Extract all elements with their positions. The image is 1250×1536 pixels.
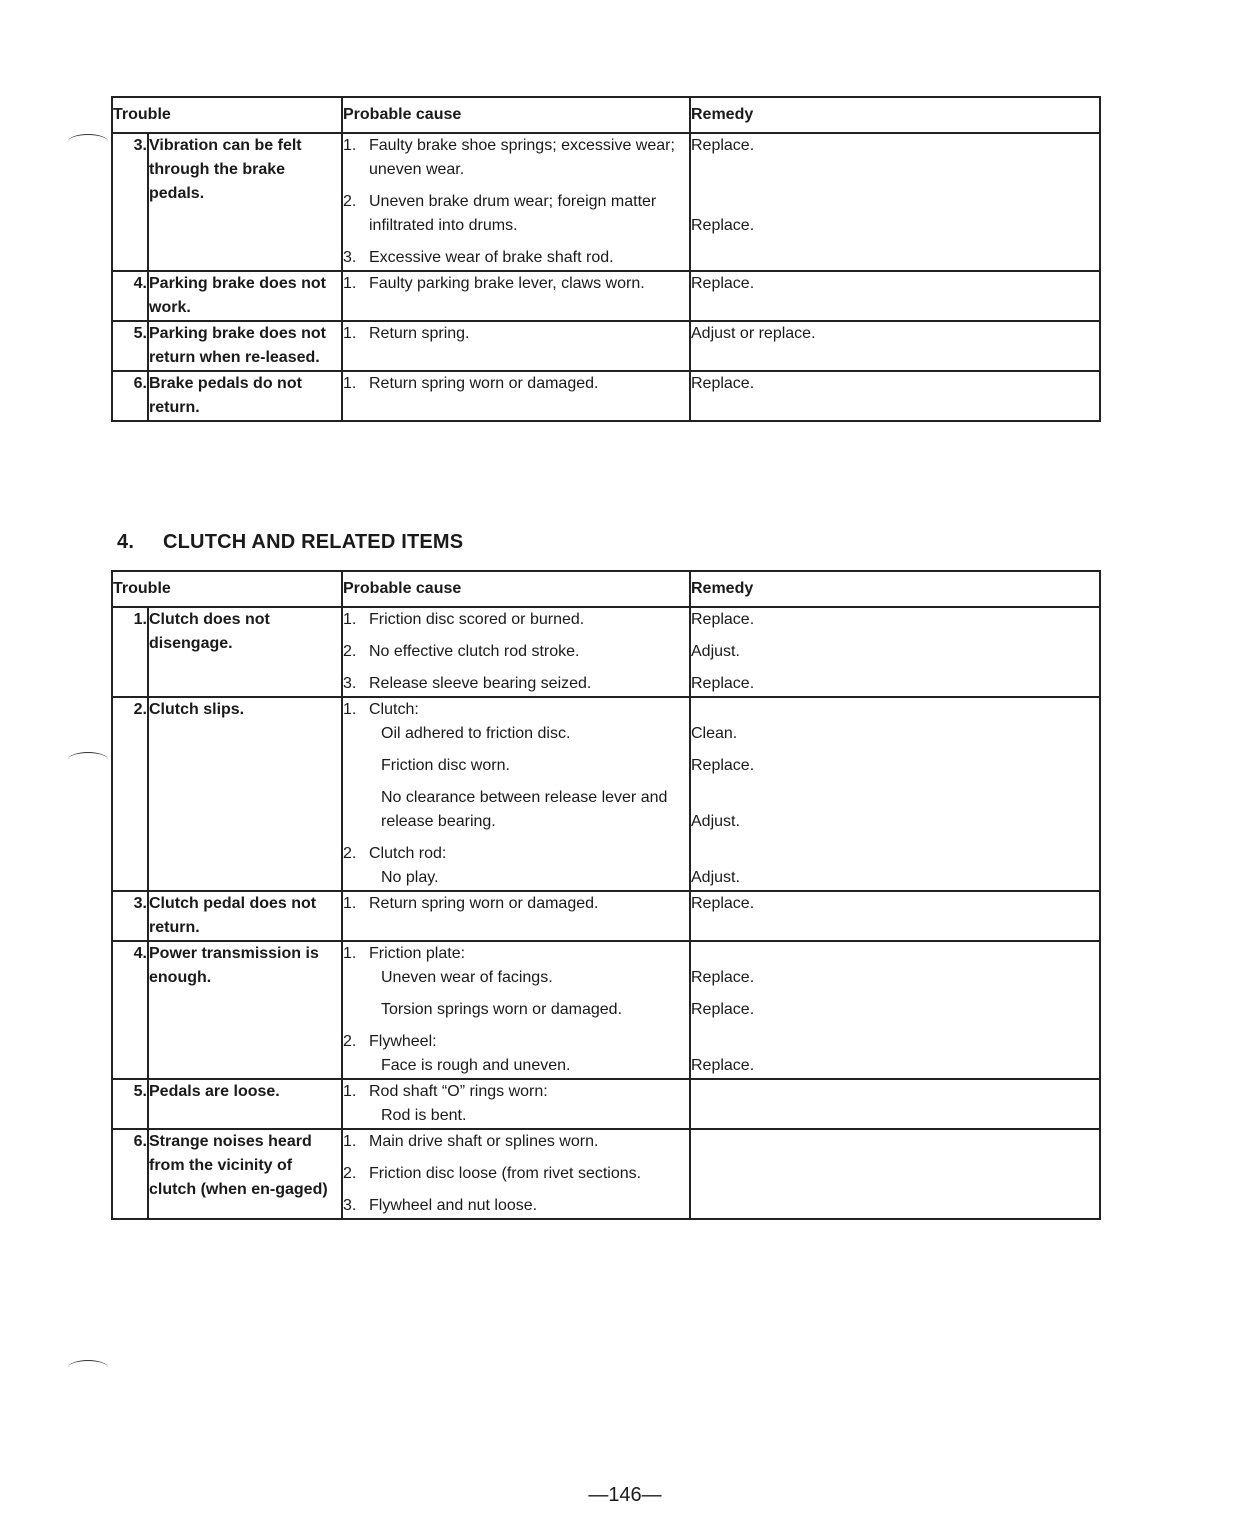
cause-number [343,866,381,890]
trouble-number: 3. [112,133,148,271]
table-row [112,941,1100,1079]
remedy-item: Replace. [691,675,755,692]
cause-item [343,942,689,966]
remedy-item: Adjust. [691,643,740,660]
header-remedy: Remedy [690,571,1100,607]
remedy-item [691,698,1099,722]
cause-text: Flywheel and nut loose. [369,1197,538,1214]
table-header-row [112,571,1100,607]
remedy-item: Replace. [691,895,755,912]
table-row [112,271,1100,321]
remedy-item: Replace. [691,757,755,774]
cause-number: 3. [343,249,357,266]
cause-text: Excessive wear of brake shaft rod. [369,249,614,266]
table-row [112,133,1100,271]
cause-text: No play. [381,869,439,886]
trouble-number: 4. [112,271,148,321]
cause-item [343,1054,689,1078]
cause-number: 2. [343,1165,357,1182]
table-row [112,891,1100,941]
remedy-item: Adjust or replace. [691,325,816,342]
table-row [112,1129,1100,1219]
cause-number: 1. [343,275,357,292]
probable-cause-cell [342,1079,690,1129]
remedy-item [691,1030,1099,1054]
cause-text: Rod shaft “O” rings worn: [369,1083,548,1100]
cause-text: Face is rough and uneven. [381,1057,571,1074]
section-number: 4. [117,531,135,553]
header-remedy: Remedy [690,97,1100,133]
brake-trouble-table [111,96,1101,422]
table-row [112,1079,1100,1129]
cause-item [343,1080,689,1104]
trouble-text: Pedals are loose. [148,1079,342,1129]
cause-text: Clutch rod: [369,845,447,862]
cause-text: Return spring. [369,325,470,342]
cause-item [343,754,689,778]
remedy-item: Clean. [691,725,738,742]
header-probable-cause: Probable cause [342,571,690,607]
cause-item [343,372,689,396]
trouble-text: Parking brake does not return when re-leased. [148,321,342,371]
cause-text: Rod is bent. [381,1107,467,1124]
cause-item [343,246,689,270]
trouble-number: 5. [112,321,148,371]
binding-hole-mark [68,1360,108,1375]
table-row [112,697,1100,891]
remedy-item: Replace. [691,611,755,628]
remedy-item [691,1194,1099,1218]
remedy-item: Replace. [691,137,755,154]
remedy-cell [690,1079,1100,1129]
probable-cause-cell [342,271,690,321]
remedy-cell [690,1129,1100,1219]
remedy-item [691,942,1099,966]
header-probable-cause: Probable cause [342,97,690,133]
cause-item [343,322,689,346]
cause-text: Faulty brake shoe springs; excessive wear; uneven wear. [369,137,675,178]
binding-hole-mark [68,134,108,149]
cause-item [343,608,689,632]
cause-text: Oil adhered to friction disc. [381,725,571,742]
probable-cause-cell [342,1129,690,1219]
trouble-text: Parking brake does not work. [148,271,342,321]
cause-number: 1. [343,945,357,962]
cause-text: Flywheel: [369,1033,437,1050]
table-row [112,371,1100,421]
cause-item [343,842,689,866]
header-trouble: Trouble [112,97,342,133]
cause-text: No effective clutch rod stroke. [369,643,580,660]
probable-cause-cell [342,697,690,891]
cause-item [343,272,689,296]
remedy-item [691,842,1099,866]
table-row [112,607,1100,697]
remedy-cell [690,891,1100,941]
cause-number: 1. [343,325,357,342]
cause-item [343,1030,689,1054]
cause-number [343,1104,381,1128]
remedy-item: Replace. [691,217,755,234]
cause-item [343,1162,689,1186]
section-title: CLUTCH AND RELATED ITEMS [163,531,464,553]
section-heading [117,531,463,554]
cause-text: No clearance between release lever and release bearing. [381,789,668,830]
cause-text: Friction plate: [369,945,466,962]
cause-text: Clutch: [369,701,419,718]
probable-cause-cell [342,321,690,371]
probable-cause-cell [342,607,690,697]
cause-item [343,190,689,238]
cause-item [343,966,689,990]
remedy-item [691,1162,1099,1186]
probable-cause-cell [342,133,690,271]
cause-number [343,966,381,990]
cause-number: 2. [343,643,357,660]
cause-number [343,1054,381,1078]
cause-text: Main drive shaft or splines worn. [369,1133,599,1150]
remedy-cell [690,697,1100,891]
remedy-item: Adjust. [691,813,740,830]
trouble-text: Vibration can be felt through the brake pedals. [148,133,342,271]
cause-item [343,722,689,746]
remedy-item: Replace. [691,1057,755,1074]
cause-text: Return spring worn or damaged. [369,895,599,912]
cause-number: 3. [343,675,357,692]
cause-item [343,1130,689,1154]
cause-number: 2. [343,845,357,862]
cause-item [343,640,689,664]
cause-text: Friction disc scored or burned. [369,611,585,628]
cause-number: 1. [343,611,357,628]
cause-item [343,1194,689,1218]
clutch-trouble-table [111,570,1101,1220]
remedy-cell [690,371,1100,421]
remedy-item: Replace. [691,375,755,392]
binding-hole-mark [68,752,108,767]
trouble-number: 2. [112,697,148,891]
cause-item [343,672,689,696]
trouble-number: 4. [112,941,148,1079]
remedy-cell [690,271,1100,321]
trouble-number: 3. [112,891,148,941]
cause-text: Uneven brake drum wear; foreign matter infiltrated into drums. [369,193,657,234]
trouble-text: Clutch slips. [148,697,342,891]
cause-text: Friction disc worn. [381,757,510,774]
remedy-cell [690,941,1100,1079]
cause-text: Release sleeve bearing seized. [369,675,592,692]
cause-number [343,754,381,778]
remedy-cell [690,133,1100,271]
remedy-item [691,1080,1099,1104]
cause-text: Uneven wear of facings. [381,969,553,986]
remedy-item [691,1130,1099,1154]
header-trouble: Trouble [112,571,342,607]
cause-item [343,698,689,722]
cause-number: 3. [343,1197,357,1214]
cause-item [343,892,689,916]
probable-cause-cell [342,371,690,421]
trouble-number: 5. [112,1079,148,1129]
cause-number: 1. [343,1083,357,1100]
remedy-cell [690,321,1100,371]
cause-text: Return spring worn or damaged. [369,375,599,392]
cause-item [343,1104,689,1128]
remedy-item [691,1104,1099,1128]
cause-item [343,866,689,890]
probable-cause-cell [342,891,690,941]
trouble-number: 1. [112,607,148,697]
trouble-text: Clutch does not disengage. [148,607,342,697]
cause-number: 2. [343,193,357,210]
cause-item [343,134,689,182]
cause-number [343,722,381,746]
cause-number: 1. [343,375,357,392]
page-number: —146— [588,1484,662,1506]
cause-number: 2. [343,1033,357,1050]
trouble-text: Brake pedals do not return. [148,371,342,421]
trouble-number: 6. [112,1129,148,1219]
cause-item [343,786,689,834]
remedy-item: Replace. [691,969,755,986]
cause-number [343,998,381,1022]
probable-cause-cell [342,941,690,1079]
cause-item [343,998,689,1022]
remedy-item: Adjust. [691,869,740,886]
trouble-text: Clutch pedal does not return. [148,891,342,941]
table-header-row [112,97,1100,133]
remedy-item [691,246,1099,270]
cause-text: Friction disc loose (from rivet sections. [369,1165,642,1182]
cause-number: 1. [343,701,357,718]
trouble-number: 6. [112,371,148,421]
remedy-item: Replace. [691,275,755,292]
cause-text: Faulty parking brake lever, claws worn. [369,275,645,292]
table-row [112,321,1100,371]
remedy-cell [690,607,1100,697]
cause-number [343,786,381,834]
cause-number: 1. [343,895,357,912]
trouble-text: Power transmission is enough. [148,941,342,1079]
cause-text: Torsion springs worn or damaged. [381,1001,623,1018]
trouble-text: Strange noises heard from the vicinity of clutch (when en-gaged) [148,1129,342,1219]
cause-number: 1. [343,1133,357,1150]
remedy-item: Replace. [691,1001,755,1018]
cause-number: 1. [343,137,357,154]
